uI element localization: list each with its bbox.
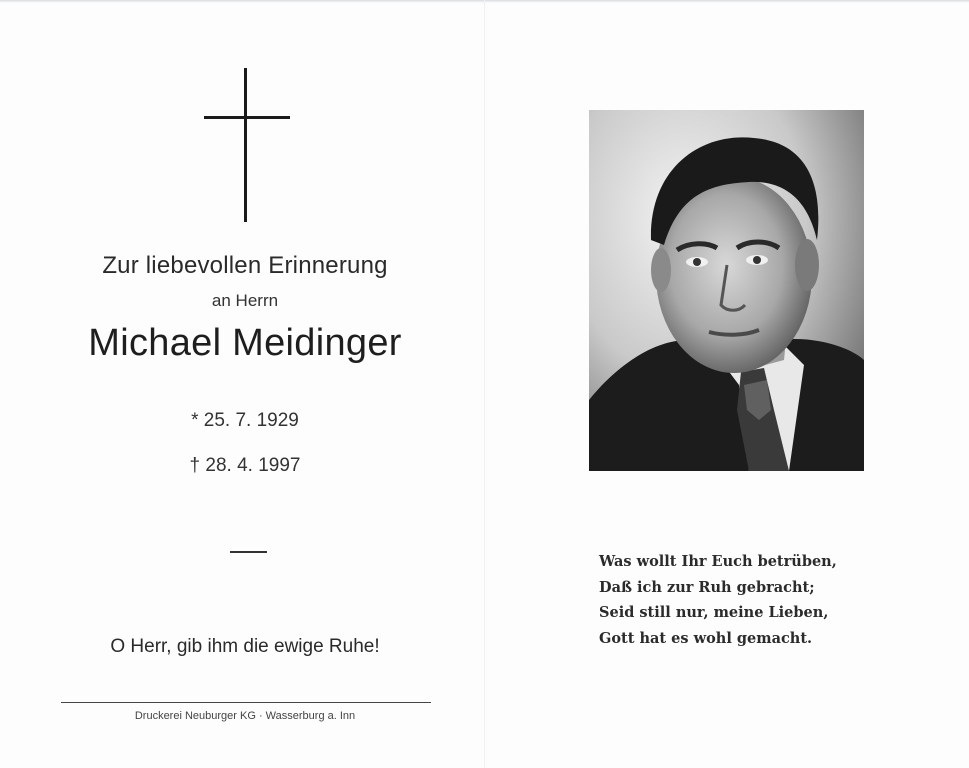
printer-credit: Druckerei Neuburger KG · Wasserburg a. Inn (134, 710, 356, 722)
salutation: an Herrn (211, 291, 279, 310)
memorial-intro: Zur liebevollen Erinnerung (102, 252, 388, 279)
divider-dash (230, 551, 267, 553)
poem-line: Gott hat es wohl gemacht. (599, 629, 813, 647)
latin-cross-icon (204, 68, 290, 222)
poem-line: Seid still nur, meine Lieben, (599, 604, 829, 621)
death-date: † 28. 4. 1997 (189, 455, 301, 476)
footer-rule (61, 702, 431, 703)
poem-line: Was wollt Ihr Euch betrüben, (599, 553, 837, 570)
birth-date: * 25. 7. 1929 (191, 410, 299, 431)
deceased-name: Michael Meidinger (88, 322, 402, 364)
prayer-text: O Herr, gib ihm die ewige Ruhe! (110, 636, 380, 657)
poem-line: Daß ich zur Ruh gebracht; (599, 578, 815, 596)
poem (599, 549, 899, 651)
card-fold-line (484, 0, 485, 768)
portrait-photo (589, 110, 864, 471)
